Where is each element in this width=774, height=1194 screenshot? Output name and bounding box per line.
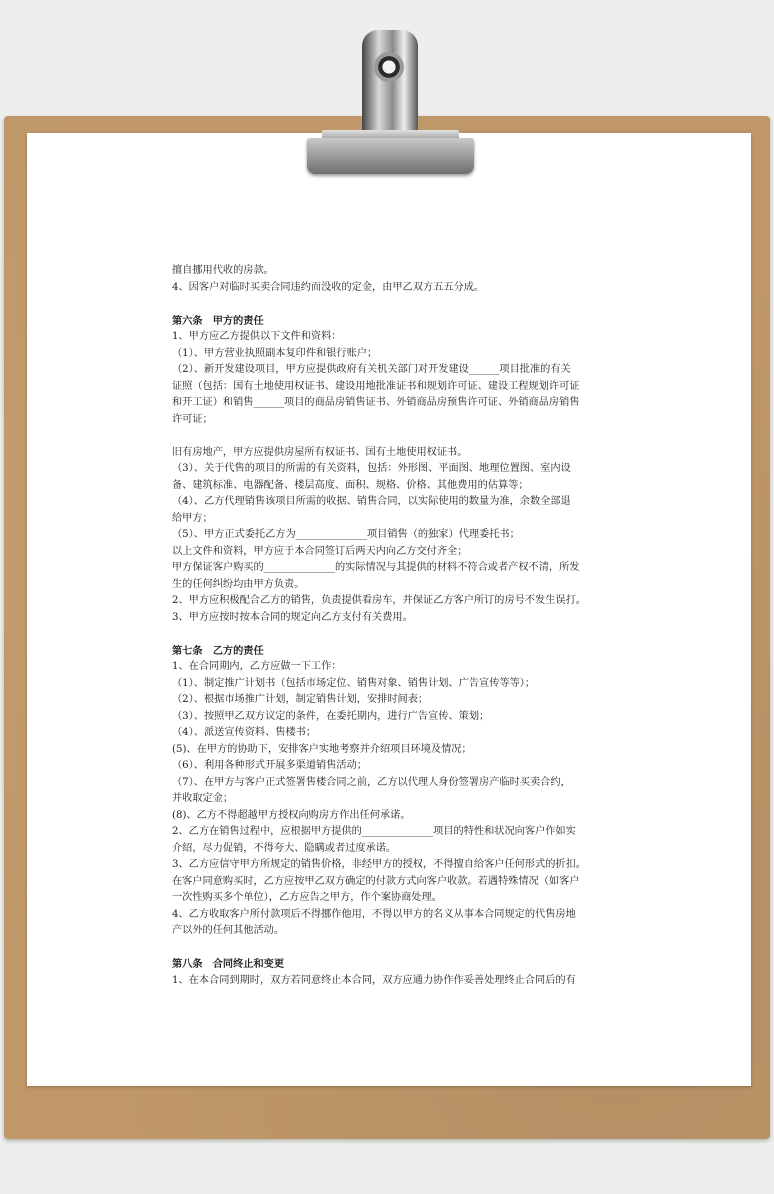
document-line: 甲方保证客户购买的______________的实际情况与其提供的材料不符合或者产权不清，所发 [172,562,580,573]
document-line: 一次性购买多个单位），乙方应告之甲方，作个案协商处理。 [172,892,442,903]
document-line: (5)、在甲方的协助下，安排客户实地考察并介绍项目环境及情况； [172,743,472,755]
document-line: 3、乙方应信守甲方所规定的销售价格，非经甲方的授权，不得擅自给客户任何形式的折扣。 [172,859,586,870]
paragraph-spacer [172,428,604,445]
document-line: 并收取定金； [172,793,234,804]
document-line: （4）、派送宣传资料、售楼书； [172,727,317,738]
document-line: 在客户同意购买时，乙方应按甲乙双方确定的付款方式向客户收款。若遇特殊情况（如客户 [172,875,580,887]
document-line: 1、在本合同到期时，双方若同意终止本合同，双方应通力协作作妥善处理终止合同后的有 [172,974,576,986]
section-heading: 第七条 乙方的责任 [172,644,264,657]
document-line: （1）、甲方营业执照副本复印件和银行账户； [172,347,378,359]
paragraph-spacer [172,626,604,643]
document-line: 证照（包括：国有土地使用权证书、建设用地批准证书和规划许可证、建设工程规划许可证 [172,380,580,392]
document-line: 擅自挪用代收的房款。 [172,265,274,276]
document-line: 备、建筑标准、电器配备、楼层高度、面积、规格、价格、其他费用的估算等； [172,479,529,491]
document-line: （2）、新开发建设项目，甲方应提供政府有关机关部门对开发建设______项目批准的有关 [172,364,571,375]
document-line: （7）、在甲方与客户正式签署售楼合同之前，乙方以代理人身份签署房产临时买卖合约， [172,776,571,788]
document-line: （3）、关于代售的项目的所需的有关资料，包括：外形图、平面图、地理位置图、室内设 [172,463,571,474]
document-line: 旧有房地产，甲方应提供房屋所有权证书、国有土地使用权证书。 [172,446,468,458]
document-line: （2）、根据市场推广计划，制定销售计划，安排时间表； [172,694,429,705]
document-line: （6）、利用各种形式开展多渠道销售活动； [172,760,367,771]
document-line: 许可证； [172,413,213,425]
document-line: 2、乙方在销售过程中，应根据甲方提供的______________项目的特性和状况向客户作如实 [172,826,576,837]
document-line: 1、在合同期内，乙方应做一下工作： [172,661,342,672]
document-line: 产以外的任何其他活动。 [172,925,285,936]
document-line: （3）、按照甲乙双方议定的条件，在委托期内，进行广告宣传、策划； [172,710,490,722]
document-line: 生的任何纠纷均由甲方负责。 [172,578,305,590]
document-line: 4、乙方收取客户所付款项后不得挪作他用，不得以甲方的名义从事本合同规定的代售房地 [172,908,576,920]
paragraph-spacer [172,940,604,957]
document-line: (8)、乙方不得超越甲方授权向购房方作出任何承诺。 [172,809,411,821]
document-line: 和开工证）和销售______项目的商品房销售证书、外销商品房预售许可证、外销商品房销售 [172,397,580,408]
document-line: （1）、制定推广计划书（包括市场定位、销售对象、销售计划、广告宣传等等）； [172,677,536,689]
document-line: （4）、乙方代理销售该项目所需的收据、销售合同，以实际使用的数量为准，余数全部退 [172,496,571,507]
document-line: （5）、甲方正式委托乙方为______________项目销售（的独家）代理委托书； [172,529,520,540]
document-line: 以上文件和资料，甲方应于本合同签订后两天内向乙方交付齐全； [172,545,468,557]
document-line: 给甲方； [172,512,213,524]
paragraph-spacer [172,296,604,313]
document-body [172,263,604,989]
document-line: 1、甲方应乙方提供以下文件和资料： [172,331,342,342]
document-line: 4、因客户对临时买卖合同违约而没收的定金，由甲乙双方五五分成。 [172,281,485,293]
binder-clip-lever [362,30,418,140]
document-line: 3、甲方应按时按本合同的规定向乙方支付有关费用。 [172,611,413,623]
document-line: 2、甲方应积极配合乙方的销售，负责提供看房车，并保证乙方客户所订的房号不发生误打。 [172,595,586,606]
binder-clip-hole [374,52,404,82]
section-heading: 第八条 合同终止和变更 [172,958,285,970]
section-heading: 第六条 甲方的责任 [172,314,264,327]
binder-clip-base [307,138,474,174]
document-line: 介绍，尽力促销，不得夸大、隐瞒或者过度承诺。 [172,842,397,854]
